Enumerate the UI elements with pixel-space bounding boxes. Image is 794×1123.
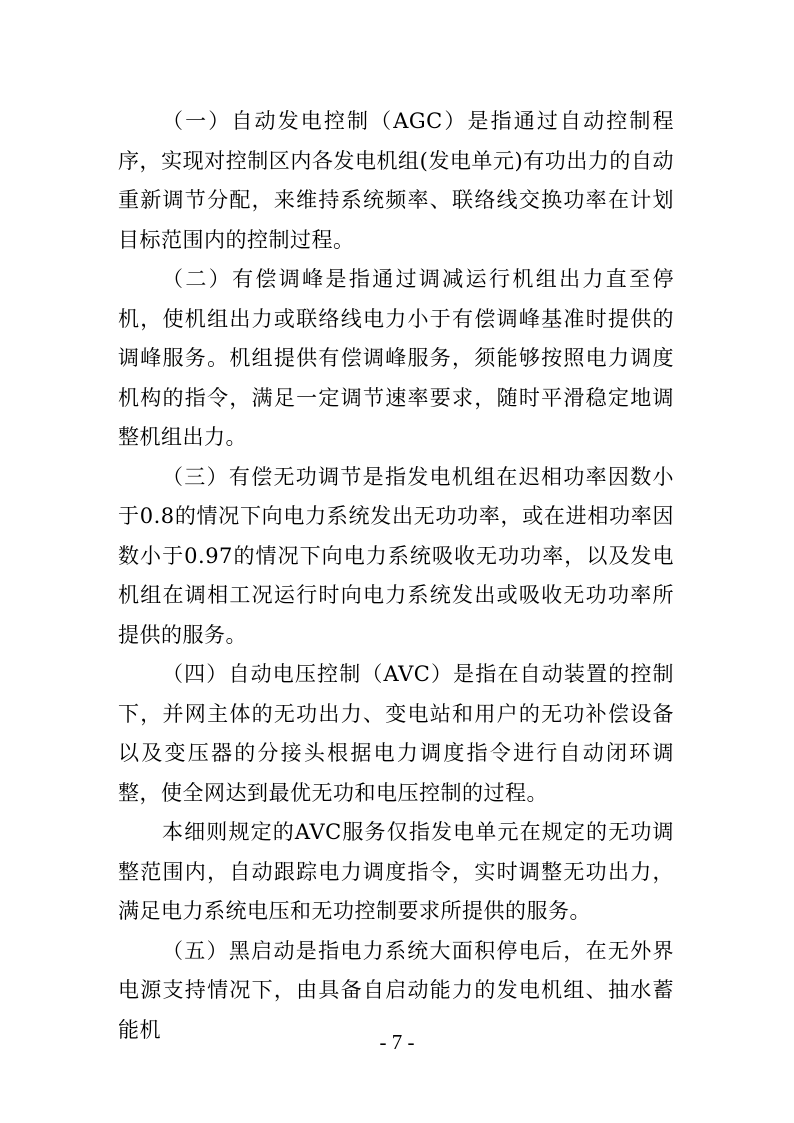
paragraph-avc-scope: 本细则规定的AVC服务仅指发电单元在规定的无功调整范围内，自动跟踪电力调度指令，实时调整无功出力，满足电力系统电压和无功控制要求所提供的服务。 bbox=[118, 820, 674, 923]
paragraph-agc: （一）自动发电控制（AGC）是指通过自动控制程序，实现对控制区内各发电机组(发电单元)有功出力的自动重新调节分配，来维持系统频率、联络线交换功率在计划目标范围内的控制过程。 bbox=[118, 109, 674, 252]
page-number: - 7 - bbox=[379, 1030, 415, 1054]
paragraph-black-start: （五）黑启动是指电力系统大面积停电后，在无外界电源支持情况下，由具备自启动能力的发电机组、抽水蓄能机 bbox=[118, 938, 674, 1042]
document-body bbox=[118, 102, 674, 1050]
paragraph-paid-reactive-power: （三）有偿无功调节是指发电机组在迟相功率因数小于0.8的情况下向电力系统发出无功功率，或在进相功率因数小于0.97的情况下向电力系统吸收无功功率，以及发电机组在调相工况运行时向电力系统发出或吸收无功功率所提供的服务。 bbox=[118, 464, 674, 647]
paragraph-avc: （四）自动电压控制（AVC）是指在自动装置的控制下，并网主体的无功出力、变电站和用户的无功补偿设备以及变压器的分接头根据电力调度指令进行自动闭环调整，使全网达到最优无功和电压控制的过程。 bbox=[118, 662, 674, 805]
paragraph-paid-peak-shaving: （二）有偿调峰是指通过调减运行机组出力直至停机，使机组出力或联络线电力小于有偿调峰基准时提供的调峰服务。机组提供有偿调峰服务，须能够按照电力调度机构的指令，满足一定调节速率要求，随时平滑稳定地调整机组出力。 bbox=[118, 267, 674, 449]
